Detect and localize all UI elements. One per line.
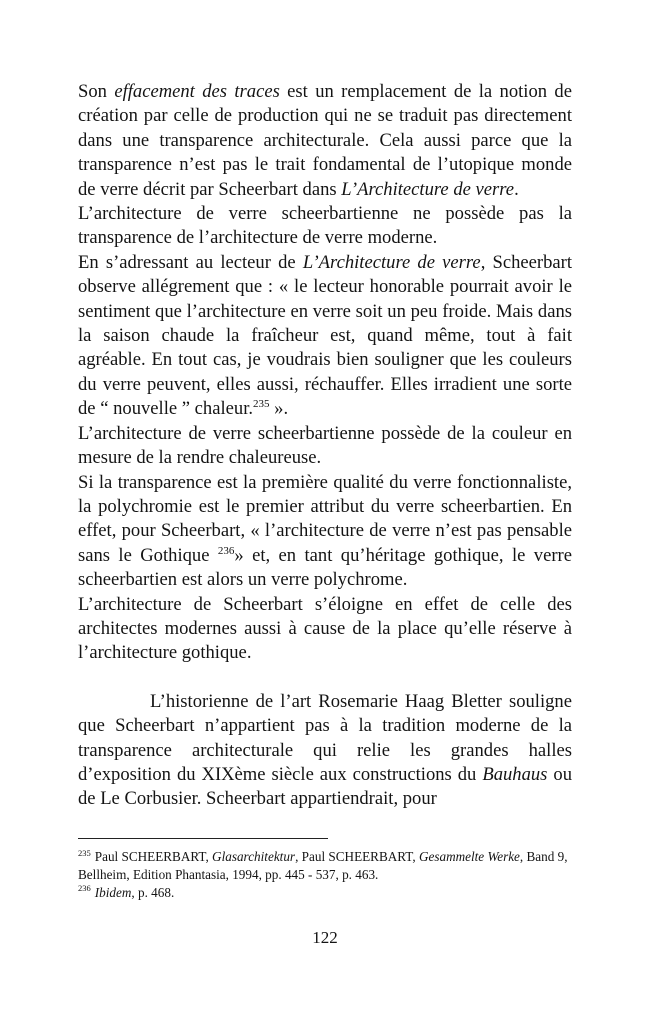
italic-text: Gesammelte Werke — [418, 849, 520, 864]
text-run: est un remplacement de la notion de création par celle de production qui ne se traduit pas directement dans une transparence architecturale. Cela aussi parce que la transparence n’est pas le trait fondamental de l’utopique monde de verre décrit par Scheerbart dans — [78, 81, 572, 200]
italic-text: effacement des traces — [114, 81, 280, 102]
footnotes — [78, 848, 572, 901]
text-run: L’architecture de verre scheerbartienne possède de la couleur en mesure de la rendre chaleureuse. — [78, 422, 572, 469]
paragraph — [78, 202, 572, 251]
italic-text: Glasarchitektur — [212, 849, 296, 864]
footnote-reference: 235 — [253, 398, 270, 411]
footnote — [78, 884, 572, 902]
footnote-number: 235 — [78, 847, 91, 858]
paragraph — [78, 593, 572, 666]
footnote — [78, 848, 572, 884]
footnote-text — [95, 885, 174, 900]
footnote-separator — [78, 838, 328, 839]
text-run: L’architecture de verre scheerbartienne ne possède pas la transparence de l’architecture de verre moderne. — [78, 203, 572, 249]
footnote-reference: 236 — [217, 544, 235, 557]
text-run: ou de Le Corbusier. Scheerbart appartiendrait, pour — [78, 763, 572, 810]
footnote-run: Paul SCHEERBART, — [94, 849, 213, 864]
text-run: Si la transparence est la première qualité du verre fonctionnaliste, la polychromie est le premier attribut du verre scheerbartien. En effet, pour Scheerbart, « l’architecture de verre n’est pas pensable sans le Gothique — [78, 471, 572, 566]
paragraph — [78, 471, 572, 593]
footnote-run: , Band 9, Bellheim, Edition Phantasia, 1994, pp. 445 - 537, p. 463. — [78, 849, 568, 882]
italic-text: L’Architecture de verre — [302, 251, 481, 273]
text-run: Son — [78, 81, 115, 102]
italic-text: Bauhaus — [482, 763, 548, 785]
footnote-run: , p. 468. — [131, 884, 175, 900]
text-run: En s’adressant au lecteur de — [78, 251, 303, 273]
text-run: L’architecture de Scheerbart s’éloigne en effet de celle des architectes modernes aussi à cause de la place qu’elle réserve à l’architecture gothique. — [78, 593, 572, 664]
footnote-text — [78, 849, 568, 882]
text-run: L’historienne de l’art Rosemarie Haag Bletter souligne que Scheerbart n’appartient pas à la tradition moderne de la transparence architecturale qui relie les grandes halles d’exposition du XIXème siècle aux constructions du — [78, 690, 572, 785]
body-text — [78, 80, 572, 812]
footnote-run: , Paul SCHEERBART, — [295, 849, 419, 864]
text-run: , Scheerbart observe allégrement que : « le lecteur honorable pourrait avoir le sentiment que l’architecture en verre soit un peu froide. Mais dans la saison chaude la fraîcheur est, quand même, tout à fait agréable. En tout cas, je voudrais bien souligner que les couleurs du verre peuvent, elles aussi, réchauffer. Elles irradient une sorte de “ nouvelle ” chaleur. — [78, 251, 573, 420]
text-run: ». — [269, 398, 289, 420]
text-run: . — [514, 178, 519, 200]
paragraph — [78, 422, 572, 471]
paragraph — [78, 690, 572, 812]
paragraph — [78, 251, 572, 422]
footnote-number: 236 — [78, 883, 91, 894]
paragraph — [78, 80, 572, 202]
page-number: 122 — [312, 928, 338, 947]
italic-text: Ibidem — [94, 884, 132, 900]
text-run: » et, en tant qu’héritage gothique, le verre scheerbartien est alors un verre polychrome. — [78, 544, 572, 591]
italic-text: L’Architecture de verre — [341, 178, 515, 200]
